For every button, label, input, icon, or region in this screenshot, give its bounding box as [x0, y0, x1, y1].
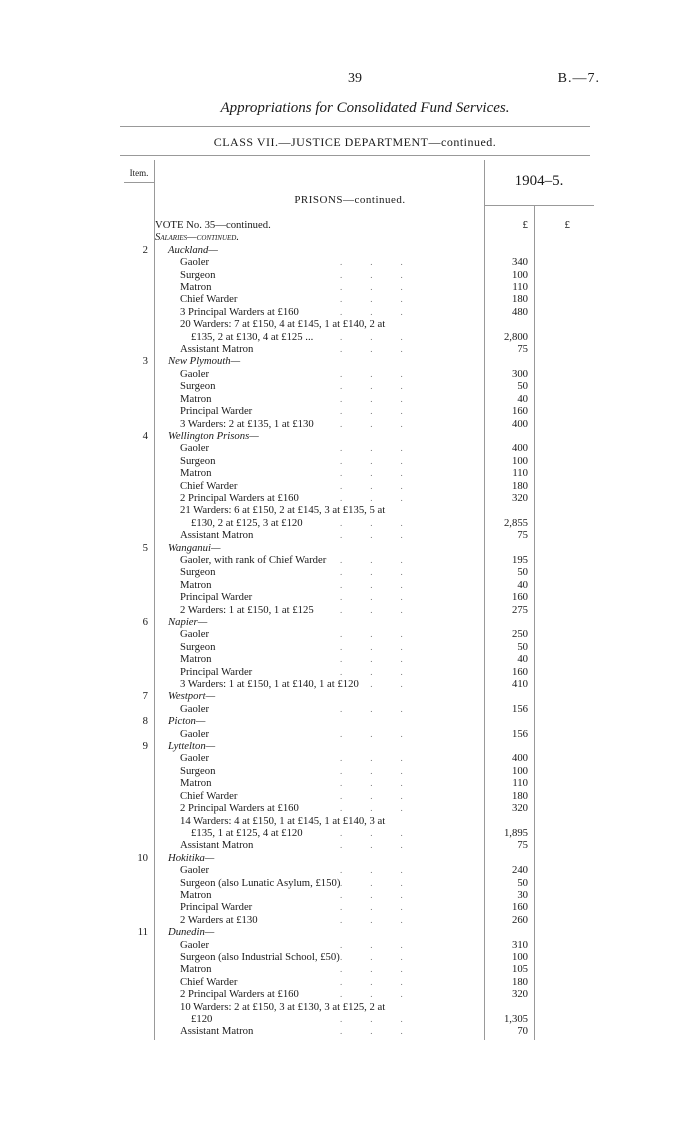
amount-value: 275 — [511, 603, 528, 616]
row-description: Westport— — [168, 690, 216, 703]
row-description: Gaoler — [180, 864, 210, 877]
row-description: New Plymouth— — [168, 355, 241, 368]
leader-dots: ... — [340, 381, 431, 392]
amount-value: 400 — [511, 442, 528, 455]
amount-value: 400 — [511, 417, 528, 430]
leader-dots: ... — [340, 406, 431, 417]
leader-dots: ... — [340, 567, 431, 578]
table-row — [0, 616, 700, 628]
currency-symbol: £ — [522, 219, 528, 231]
row-description: Assistant Matron — [180, 529, 254, 542]
amount-value: 40 — [517, 653, 528, 666]
table-row — [0, 988, 700, 1000]
table-row — [0, 554, 700, 566]
row-description: Assistant Matron — [180, 1025, 254, 1038]
amount-value: 50 — [517, 566, 528, 579]
leader-dots: ... — [340, 753, 431, 764]
table-row — [0, 839, 700, 851]
leader-dots: ... — [340, 889, 431, 900]
leader-dots: ... — [340, 455, 431, 466]
amount-value: 50 — [517, 876, 528, 889]
page-number: 39 — [348, 71, 362, 86]
item-number: 10 — [137, 851, 148, 864]
amount-value: 410 — [511, 678, 528, 691]
amount-value: 160 — [511, 901, 528, 914]
amount-value: 2,800 — [503, 330, 528, 343]
amount-value: 100 — [511, 764, 528, 777]
row-description: Gaoler, with rank of Chief Warder — [180, 553, 327, 566]
table-row — [0, 331, 700, 343]
amount-value: 100 — [511, 950, 528, 963]
row-description: Gaoler — [180, 628, 210, 641]
leader-dots: ... — [340, 765, 431, 776]
leader-dots: ... — [340, 641, 431, 652]
row-description: 3 Warders: 1 at £150, 1 at £140, 1 at £120 — [180, 678, 359, 691]
amount-value: 75 — [517, 529, 528, 542]
item-column-header: Item. — [129, 168, 149, 178]
amount-value: 100 — [511, 268, 528, 281]
amount-value: 400 — [511, 752, 528, 765]
row-description: £135, 1 at £125, 4 at £120 — [191, 826, 303, 839]
leader-dots: ... — [340, 344, 431, 355]
leader-dots: ... — [340, 778, 431, 789]
table-row — [0, 529, 700, 541]
amount-value: 110 — [512, 281, 528, 294]
amount-value: 320 — [511, 802, 528, 815]
amount-value: 110 — [512, 777, 528, 790]
leader-dots: ... — [340, 579, 431, 590]
leader-dots: ... — [340, 368, 431, 379]
amount-value: 320 — [511, 988, 528, 1001]
table-row — [0, 492, 700, 504]
row-description: 2 Principal Warders at £160 — [180, 988, 299, 1001]
leader-dots: ... — [340, 530, 431, 541]
row-description: Principal Warder — [180, 591, 253, 604]
table-row — [0, 455, 700, 467]
row-description: Surgeon — [180, 454, 216, 467]
row-description: VOTE No. 35—continued. — [155, 219, 271, 231]
row-description: Surgeon (also Industrial School, £50) — [180, 950, 340, 963]
leader-dots: ... — [340, 418, 431, 429]
table-row — [0, 926, 700, 938]
leader-dots: ... — [340, 840, 431, 851]
table-row — [0, 393, 700, 405]
row-description: Gaoler — [180, 702, 210, 715]
table-row — [0, 442, 700, 454]
leader-dots: ... — [340, 989, 431, 1000]
row-description: Chief Warder — [180, 293, 238, 306]
row-description: Dunedin— — [168, 926, 215, 939]
leader-dots: ... — [340, 803, 431, 814]
leader-dots: ... — [340, 654, 431, 665]
leader-dots: ... — [340, 964, 431, 975]
row-description: £135, 2 at £130, 4 at £125 ... — [191, 330, 314, 343]
table-row — [0, 765, 700, 777]
leader-dots: ... — [340, 294, 431, 305]
leader-dots: ... — [340, 1026, 431, 1037]
amount-value: 30 — [517, 888, 528, 901]
page-reference: B.—7. — [557, 71, 600, 86]
table-row — [0, 815, 700, 827]
row-description: 2 Principal Warders at £160 — [180, 491, 299, 504]
row-description: Matron — [180, 777, 212, 790]
item-number: 11 — [137, 926, 148, 939]
amount-value: 50 — [517, 380, 528, 393]
table-row — [0, 430, 700, 442]
leader-dots: ... — [340, 865, 431, 876]
amount-value: 180 — [511, 789, 528, 802]
row-description: Principal Warder — [180, 665, 253, 678]
amount-value: 2,855 — [503, 516, 528, 529]
amount-value: 260 — [511, 913, 528, 926]
table-row — [0, 256, 700, 268]
table-row — [0, 293, 700, 305]
row-description: Matron — [180, 888, 212, 901]
table-row — [0, 231, 700, 243]
leader-dots: ... — [340, 1014, 431, 1024]
row-description: 2 Warders at £130 — [180, 913, 258, 926]
title-rule — [120, 126, 590, 127]
table-row — [0, 914, 700, 926]
row-description: Surgeon — [180, 640, 216, 653]
row-description: 10 Warders: 2 at £150, 3 at £130, 3 at £125, 2 at — [180, 1000, 386, 1013]
table-row — [0, 963, 700, 975]
amount-value: 250 — [511, 628, 528, 641]
appropriation-table — [0, 219, 700, 1038]
table-row — [0, 802, 700, 814]
row-description: Matron — [180, 467, 212, 480]
amount-value: 40 — [517, 578, 528, 591]
leader-dots: ... — [340, 902, 431, 913]
leader-dots: ... — [340, 666, 431, 677]
amount-value: 160 — [511, 665, 528, 678]
item-number: 6 — [142, 616, 148, 628]
row-description: 2 Warders: 1 at £150, 1 at £125 — [180, 603, 314, 616]
row-description: 3 Warders: 2 at £135, 1 at £130 — [180, 417, 314, 430]
amount-value: 300 — [511, 367, 528, 380]
table-row — [0, 380, 700, 392]
row-description: 3 Principal Warders at £160 — [180, 305, 299, 318]
table-row — [0, 467, 700, 479]
item-number: 5 — [142, 541, 148, 554]
item-number: 2 — [142, 243, 148, 256]
amount-value: 105 — [511, 963, 528, 976]
table-row — [0, 641, 700, 653]
table-row — [0, 740, 700, 752]
table-row — [0, 219, 700, 231]
table-row — [0, 244, 700, 256]
leader-dots: ... — [340, 282, 431, 293]
amount-value: 100 — [511, 454, 528, 467]
amount-value: 50 — [517, 640, 528, 653]
table-row — [0, 877, 700, 889]
row-description: £130, 2 at £125, 3 at £120 — [191, 516, 303, 529]
leader-dots: ... — [340, 306, 431, 317]
table-row — [0, 1001, 700, 1013]
table-row — [0, 715, 700, 727]
row-description: Surgeon (also Lunatic Asylum, £150) — [180, 876, 341, 889]
table-row — [0, 1013, 700, 1025]
table-row — [0, 281, 700, 293]
table-row — [0, 827, 700, 839]
table-row — [0, 678, 700, 690]
row-description: Matron — [180, 578, 212, 591]
leader-dots: ... — [340, 914, 431, 925]
amount-value: 156 — [511, 702, 528, 715]
table-row — [0, 728, 700, 740]
row-description: Surgeon — [180, 380, 216, 393]
row-description: Gaoler — [180, 727, 210, 740]
amount-value: 160 — [511, 591, 528, 604]
table-row — [0, 703, 700, 715]
year-header-rule — [484, 205, 594, 206]
amount-value: 1,305 — [503, 1013, 528, 1025]
item-number: 7 — [142, 690, 148, 703]
amount-value: 156 — [511, 727, 528, 740]
row-description: 14 Warders: 4 at £150, 1 at £145, 1 at £140, 3 at — [180, 814, 386, 827]
table-row — [0, 566, 700, 578]
row-description: Napier— — [168, 616, 208, 628]
amount-value: 180 — [511, 293, 528, 306]
amount-value: 240 — [511, 864, 528, 877]
table-row — [0, 405, 700, 417]
table-row — [0, 951, 700, 963]
amount-value: 40 — [517, 392, 528, 405]
row-description: Principal Warder — [180, 405, 253, 418]
page-title: Appropriations for Consolidated Fund Services. — [220, 100, 510, 116]
row-description: Matron — [180, 963, 212, 976]
row-description: Surgeon — [180, 268, 216, 281]
table-row — [0, 690, 700, 702]
table-row — [0, 480, 700, 492]
row-description: Chief Warder — [180, 479, 238, 492]
leader-dots: ... — [340, 257, 431, 268]
amount-value: 340 — [511, 256, 528, 269]
table-row — [0, 269, 700, 281]
row-description: £120 — [191, 1013, 213, 1025]
row-description: Gaoler — [180, 256, 210, 269]
row-description: 21 Warders: 6 at £150, 2 at £145, 3 at £135, 5 at — [180, 504, 386, 517]
row-description: 2 Principal Warders at £160 — [180, 802, 299, 815]
leader-dots: ... — [340, 939, 431, 950]
row-description: Surgeon — [180, 566, 216, 579]
row-description: Matron — [180, 392, 212, 405]
row-description: Wellington Prisons— — [168, 429, 259, 442]
amount-value: 70 — [517, 1025, 528, 1038]
table-row — [0, 318, 700, 330]
table-row — [0, 517, 700, 529]
amount-value: 320 — [511, 491, 528, 504]
table-row — [0, 790, 700, 802]
row-description: Chief Warder — [180, 789, 238, 802]
leader-dots: ... — [340, 468, 431, 479]
row-description: Picton— — [168, 715, 206, 728]
section-title: PRISONS—continued. — [294, 194, 406, 206]
table-row — [0, 666, 700, 678]
leader-dots: ... — [340, 679, 431, 690]
item-header-rule — [124, 182, 154, 183]
year-column-header: 1904–5. — [514, 173, 564, 189]
row-description: Gaoler — [180, 938, 210, 951]
table-row — [0, 653, 700, 665]
amount-value: 75 — [517, 343, 528, 356]
row-description: Surgeon — [180, 764, 216, 777]
amount-value: 195 — [511, 553, 528, 566]
row-description: Wanganui— — [168, 541, 221, 554]
leader-dots: ... — [340, 393, 431, 404]
amount-value: 480 — [511, 305, 528, 318]
item-number: 4 — [142, 429, 148, 442]
amount-value: 310 — [511, 938, 528, 951]
row-description: Gaoler — [180, 442, 210, 455]
row-description: Assistant Matron — [180, 343, 254, 356]
table-row — [0, 889, 700, 901]
table-row — [0, 752, 700, 764]
item-number: 3 — [142, 355, 148, 368]
leader-dots: ... — [340, 604, 431, 615]
table-row — [0, 542, 700, 554]
amount-value: 160 — [511, 405, 528, 418]
leader-dots: ... — [340, 728, 431, 739]
leader-dots: ... — [340, 703, 431, 714]
leader-dots: ... — [340, 592, 431, 603]
leader-dots: ... — [340, 517, 431, 528]
item-number: 9 — [142, 740, 148, 753]
table-row — [0, 343, 700, 355]
amount-value: 75 — [517, 839, 528, 852]
amount-value: 180 — [511, 975, 528, 988]
currency-symbol: £ — [564, 219, 570, 231]
table-row — [0, 418, 700, 430]
leader-dots: ... — [340, 877, 431, 888]
row-description: Principal Warder — [180, 901, 253, 914]
leader-dots: ... — [340, 790, 431, 801]
amount-value: 1,895 — [503, 826, 528, 839]
table-row — [0, 976, 700, 988]
leader-dots: ... — [340, 629, 431, 640]
leader-dots: ... — [340, 443, 431, 454]
table-row — [0, 864, 700, 876]
leader-dots: ... — [340, 480, 431, 491]
row-description: Gaoler — [180, 752, 210, 765]
table-row — [0, 355, 700, 367]
class-heading: CLASS VII.—JUSTICE DEPARTMENT—continued. — [213, 135, 497, 149]
row-description: Lyttelton— — [168, 740, 216, 753]
table-row — [0, 579, 700, 591]
leader-dots: ... — [340, 554, 431, 565]
leader-dots: ... — [340, 269, 431, 280]
row-description: 20 Warders: 7 at £150, 4 at £145, 1 at £140, 2 at — [180, 318, 386, 331]
leader-dots: ... — [340, 331, 431, 342]
row-description: Gaoler — [180, 367, 210, 380]
table-row — [0, 901, 700, 913]
leader-dots: ... — [340, 951, 431, 962]
table-row — [0, 777, 700, 789]
row-description: Assistant Matron — [180, 839, 254, 852]
leader-dots: ... — [340, 492, 431, 503]
table-row — [0, 628, 700, 640]
row-description: Hokitika— — [168, 851, 215, 864]
row-description: Matron — [180, 281, 212, 294]
amount-value: 110 — [512, 467, 528, 480]
table-row — [0, 591, 700, 603]
table-row — [0, 852, 700, 864]
table-row — [0, 604, 700, 616]
item-number: 8 — [142, 715, 148, 728]
leader-dots: ... — [340, 827, 431, 838]
table-row — [0, 306, 700, 318]
table-row — [0, 368, 700, 380]
row-description: Matron — [180, 653, 212, 666]
leader-dots: ... — [340, 976, 431, 987]
table-row — [0, 939, 700, 951]
row-description: Chief Warder — [180, 975, 238, 988]
table-row — [0, 504, 700, 516]
header-rule — [120, 155, 590, 156]
row-description: Salaries—continued. — [155, 231, 240, 244]
row-description: Auckland— — [168, 243, 218, 256]
amount-value: 180 — [511, 479, 528, 492]
table-row — [0, 1025, 700, 1037]
